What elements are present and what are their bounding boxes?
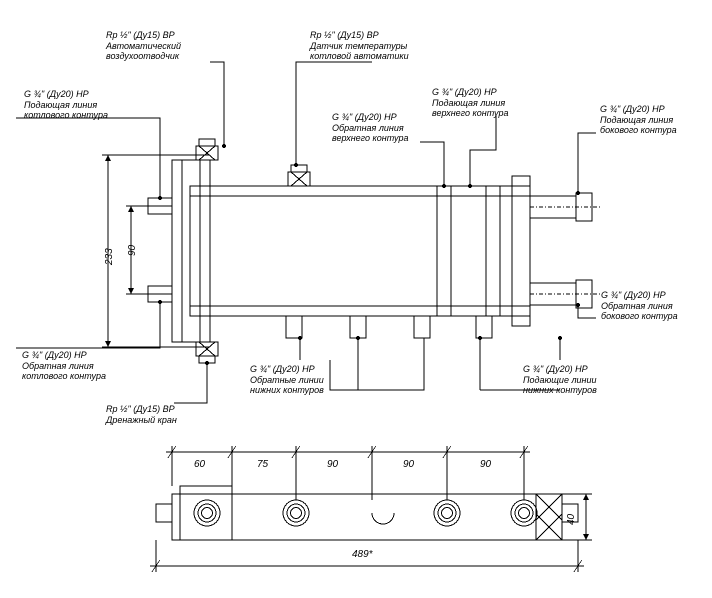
label-air-vent: Rp ½" (Ду15) ВР Автоматический воздухоотводчик bbox=[106, 30, 182, 61]
label-side-supply: G ¾" (Ду20) НР Подающая линия бокового контура bbox=[600, 104, 677, 135]
lower-supply-port-1 bbox=[414, 316, 430, 338]
plan-port-5 bbox=[511, 500, 537, 526]
plan-body bbox=[172, 494, 562, 540]
dim-total: 489* bbox=[352, 549, 373, 560]
dim-90-c: 90 bbox=[480, 459, 492, 470]
label-lower-supplies: G ¾" (Ду20) НР Подающие линии нижних контуров bbox=[523, 364, 597, 395]
lower-return-port-1 bbox=[286, 316, 302, 338]
left-end-cap bbox=[172, 160, 210, 342]
label-lower-returns: G ¾" (Ду20) НР Обратные линии нижних контуров bbox=[250, 364, 324, 395]
dim-233: 233 bbox=[104, 248, 115, 265]
lower-supply-port-2 bbox=[476, 316, 492, 338]
label-boiler-supply: G ¾" (Ду20) НР Подающая линия котлового контура bbox=[24, 89, 109, 120]
plan-port-2 bbox=[283, 500, 309, 526]
separator-body bbox=[190, 186, 530, 316]
label-side-return: G ¾" (Ду20) НР Обратная линия бокового контура bbox=[601, 290, 678, 321]
label-upper-supply: G ¾" (Ду20) НР Подающая линия верхнего контура bbox=[432, 87, 509, 118]
dim-90-b: 90 bbox=[403, 459, 415, 470]
label-upper-return: G ¾" (Ду20) НР Обратная линия верхнего контура bbox=[332, 112, 409, 143]
dim-90-left: 90 bbox=[127, 244, 138, 256]
lower-return-port-2 bbox=[350, 316, 366, 338]
label-boiler-return: G ¾" (Ду20) НР Обратная линия котлового контура bbox=[22, 350, 107, 381]
dim-75: 75 bbox=[257, 459, 269, 470]
dim-40: 40 bbox=[566, 513, 577, 525]
plan-port-3 bbox=[372, 513, 394, 524]
plan-port-4 bbox=[434, 500, 460, 526]
label-drain-valve: Rp ½" (Ду15) ВР Дренажный кран bbox=[106, 404, 177, 425]
dim-90-a: 90 bbox=[327, 459, 339, 470]
plan-port-1 bbox=[194, 500, 220, 526]
partition-b bbox=[486, 186, 500, 316]
dim-60: 60 bbox=[194, 459, 206, 470]
plan-right-block bbox=[536, 494, 562, 540]
plan-left-stub bbox=[156, 504, 172, 522]
right-end-cap bbox=[512, 176, 530, 326]
partition-a bbox=[437, 186, 451, 316]
label-temp-sensor: Rp ½" (Ду15) ВР Датчик температуры котловой автоматики bbox=[310, 30, 409, 61]
